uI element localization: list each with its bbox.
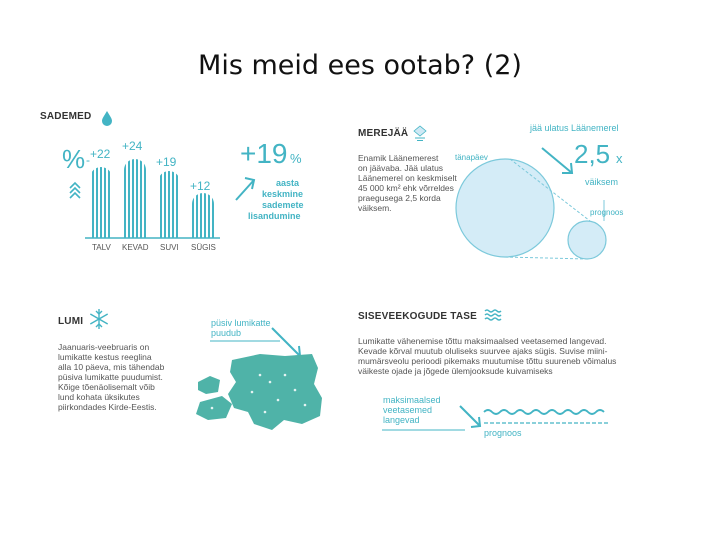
siseveekogude-heading: SISEVEEKOGUDE TASE [358, 311, 477, 322]
ice-forecast-circle [568, 221, 606, 259]
snowflake-icon [88, 308, 110, 330]
siseveekogude-text [358, 336, 668, 376]
slide-title: Mis meid ees ootab? (2) [198, 50, 522, 81]
value-suvi: +19 [156, 155, 177, 169]
lumi-text-line: püsiva lumikatte puudumist. [58, 372, 163, 382]
big-unit: % [290, 151, 302, 166]
ice-icon [412, 124, 428, 142]
lumi-text-line: lumikatte kestus reeglina [58, 352, 152, 362]
water-level-label-line: langevad [383, 415, 420, 425]
season-sygis: SÜGIS [191, 243, 216, 252]
lumi-text [58, 342, 188, 412]
lumi-text-line: Jaanuaris-veebruaris on [58, 342, 150, 352]
merejaa-text-line: praegusega 2,5 korda [358, 193, 441, 203]
now-label: tänapäev [455, 153, 488, 162]
merejaa-text [358, 153, 463, 213]
bar-kevad [124, 159, 146, 238]
value-sygis: +12 [190, 179, 211, 193]
season-kevad: KEVAD [122, 243, 149, 252]
siseveekogude-text-line: Kevade kõrval muutub oluliseks suurvee ajaks sügis. Suvise miini- [358, 346, 608, 356]
caption-line-1: aasta [276, 178, 300, 188]
season-suvi: SUVI [160, 243, 179, 252]
caption-line-2: keskmine [262, 189, 304, 199]
big-value: +19 [240, 138, 288, 169]
minus-sign: - [86, 153, 90, 167]
island-shape [196, 396, 232, 420]
value-kevad: +24 [122, 139, 143, 153]
lumi-text-line: Kõige tõenäolisemalt võib [58, 382, 155, 392]
mainland-shape [228, 354, 322, 430]
water-level-graphic [380, 392, 630, 442]
estonia-map [190, 320, 340, 440]
up-arrow-icon [236, 180, 254, 200]
season-talv: TALV [92, 243, 111, 252]
lumi-heading: LUMI [58, 316, 84, 327]
sademed-chart [40, 130, 320, 255]
down-arrow-icon [542, 148, 572, 173]
merejaa-text-line: Läänemerel on keskmiselt [358, 173, 457, 183]
lumi-text-line: piirkondades Kirde-Eestis. [58, 402, 157, 412]
factor-value: 2,5 [574, 139, 611, 169]
arrows-up-icon [70, 183, 80, 198]
lumi-text-line: alla 10 päeva, mis tähendab [58, 362, 165, 372]
island-shape [198, 376, 220, 394]
callout-line: puudub [211, 328, 242, 338]
waves-icon [484, 308, 502, 322]
value-talv: +22 [90, 147, 111, 161]
siseveekogude-text-line: Lumikatte vähenemise tõttu maksimaalsed veetasemed langevad. [358, 336, 607, 346]
bar-talv [90, 167, 112, 238]
factor-unit: x [616, 151, 623, 166]
siseveekogude-text-line: mumärsveolu perioodi pikemaks muutumise tõttu suureneb võimalus [358, 356, 617, 366]
water-level-label-line: maksimaalsed [383, 395, 441, 405]
merejaa-text-line: on jäävaba. Jää ulatus [358, 163, 444, 173]
percent-sign: % [62, 144, 86, 174]
merejaa-heading: MEREJÄÄ [358, 128, 409, 139]
caption-line-4: lisandumine [248, 211, 301, 221]
callout-line: püsiv lumikatte [211, 318, 271, 328]
forecast-label: prognoos [590, 208, 624, 217]
ice-circles-graphic [450, 118, 640, 263]
water-level-label-line: veetasemed [383, 405, 433, 415]
merejaa-text-line: Enamik Läänemerest [358, 153, 439, 163]
bar-suvi [158, 171, 180, 238]
ice-extent-label: jää ulatus Läänemerel [530, 123, 619, 133]
siseveekogude-text-line: väikeste ojade ja jõgede ülemjooksude kuivamiseks [358, 366, 553, 376]
caption-line-3: sademete [262, 200, 304, 210]
sademed-heading: SADEMED [40, 111, 92, 122]
down-arrow-icon [460, 406, 480, 426]
water-forecast-label: prognoos [484, 428, 522, 438]
bar-sygis [192, 193, 214, 238]
raindrop-icon [100, 110, 114, 126]
merejaa-text-line: väiksem. [358, 203, 392, 213]
wave-line [484, 410, 604, 414]
merejaa-text-line: 45 000 km² ehk võrreldes [358, 183, 454, 193]
smaller-label: väiksem [585, 177, 619, 187]
lumi-text-line: lund kohata üksikutes [58, 392, 140, 402]
ice-now-circle [456, 159, 554, 257]
